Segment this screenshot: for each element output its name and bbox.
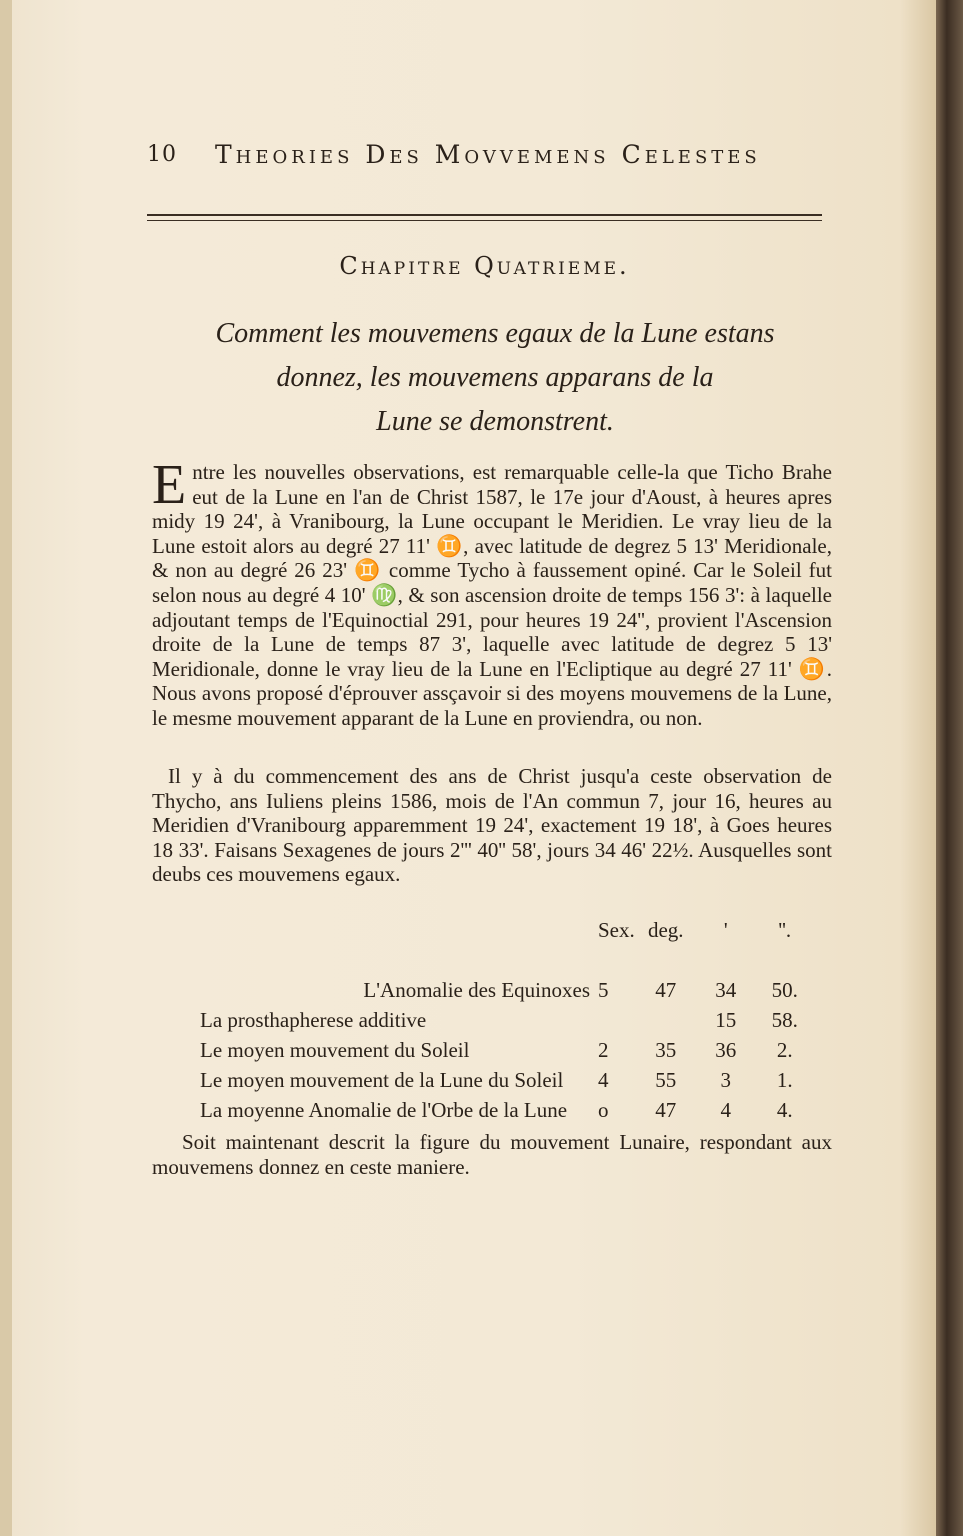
header-deg: deg. [647, 917, 684, 942]
paragraph-figure-intro: Soit maintenant descrit la figure du mouvement Lunaire, respondant aux mouvemens donnez en ceste maniere. [152, 1130, 832, 1179]
header-rule [147, 214, 822, 216]
row-sec: 4. [776, 1097, 793, 1122]
header-rule-thin [147, 220, 822, 221]
paragraph-computation: Il y à du commencement des ans de Christ jusqu'a ceste observation de Thycho, ans Iuliens pleins 1586, mois de l'An commun 7, jour 16, heures au Meridien d'Vranibourg apparemment 19 24', exactement 19 18', à Goes heures 18 33'. Faisans Sexagenes de jours 2''' 40'' 58', jours 34 46' 22½. Ausquelles sont deubs ces mouvemens egaux. [152, 764, 832, 887]
motions-table [200, 915, 815, 1125]
table-row [200, 1095, 815, 1125]
row-min: 15 [715, 1007, 737, 1032]
drop-cap: E [152, 454, 187, 516]
chapter-subtitle [210, 312, 780, 444]
row-min: 36 [715, 1037, 737, 1062]
row-label: La prosthapherese additive [200, 1007, 427, 1032]
table-spacer [200, 945, 815, 975]
running-title: Theories Des Movvemens Celestes [215, 140, 761, 169]
table-row [200, 975, 815, 1005]
paragraph-observation [152, 454, 832, 731]
chapter-heading: Chapitre Quatrieme. [339, 252, 630, 280]
row-sec: 1. [776, 1067, 793, 1092]
subtitle-line: donnez, les mouvemens apparans de la [276, 362, 714, 393]
row-deg: 47 [655, 1097, 677, 1122]
row-sex: o [598, 1097, 609, 1122]
header-sex: Sex. [598, 917, 635, 942]
page-number: 10 [147, 142, 177, 167]
table-row [200, 1035, 815, 1065]
row-min: 3 [720, 1067, 731, 1092]
row-min: 34 [715, 977, 737, 1002]
row-label: L'Anomalie des Equinoxes [363, 977, 590, 1002]
row-sex: 4 [598, 1067, 609, 1092]
paragraph-text: ntre les nouvelles observations, est remarquable celle-la que Ticho Brahe eut de la Lune en l'an de Christ 1587, le 17e jour d'Aoust, à heures apres midy 19 24', à Vranibourg, la Lune occupant le Meridien. Le vray lieu de la Lune estoit alors au degré 27 11' ♊, avec latitude de degrez 5 13' Meridionale, & non au degré 26 23' ♊ comme Tycho à faussement opiné. Car le Soleil fut selon nous au degré 4 10' ♍, & son ascension droite de temps 156 3': à laquelle adjoutant temps de l'Equinoctial 291, pour heures 19 24'', provient l'Ascension droite de la Lune de temps 87 3', laquelle avec latitude de degrez 5 13' Meridionale, donne le vray lieu de la Lune en l'Ecliptique au degré 27 11' ♊. Nous avons proposé d'éprouver assçavoir si des moyens mouvemens de la Lune, le mesme mouvement apparant de la Lune en proviendra, ou non. [152, 460, 832, 730]
row-deg: 35 [655, 1037, 677, 1062]
header-sec: ''. [778, 917, 792, 942]
row-sec: 2. [776, 1037, 793, 1062]
row-sec: 50. [771, 977, 798, 1002]
row-label: Le moyen mouvement de la Lune du Soleil [200, 1067, 564, 1092]
book-spine [936, 0, 963, 1536]
table-row [200, 1005, 815, 1035]
subtitle-line: Comment les mouvemens egaux de la Lune estans [215, 318, 775, 349]
header-min: ' [723, 917, 728, 942]
running-header [147, 140, 822, 180]
row-min: 4 [720, 1097, 731, 1122]
row-sex: 5 [598, 977, 609, 1002]
row-label: La moyenne Anomalie de l'Orbe de la Lune [200, 1097, 568, 1122]
subtitle-line: Lune se demonstrent. [376, 406, 614, 437]
row-deg: 55 [655, 1067, 677, 1092]
row-deg [635, 1005, 697, 1035]
row-sex [598, 1005, 635, 1035]
row-sec: 58. [771, 1007, 798, 1032]
row-sex: 2 [598, 1037, 609, 1062]
table-header-row [200, 915, 815, 945]
row-deg: 47 [655, 977, 677, 1002]
row-label: Le moyen mouvement du Soleil [200, 1037, 470, 1062]
table-row [200, 1065, 815, 1095]
table-header-blank [200, 915, 598, 945]
